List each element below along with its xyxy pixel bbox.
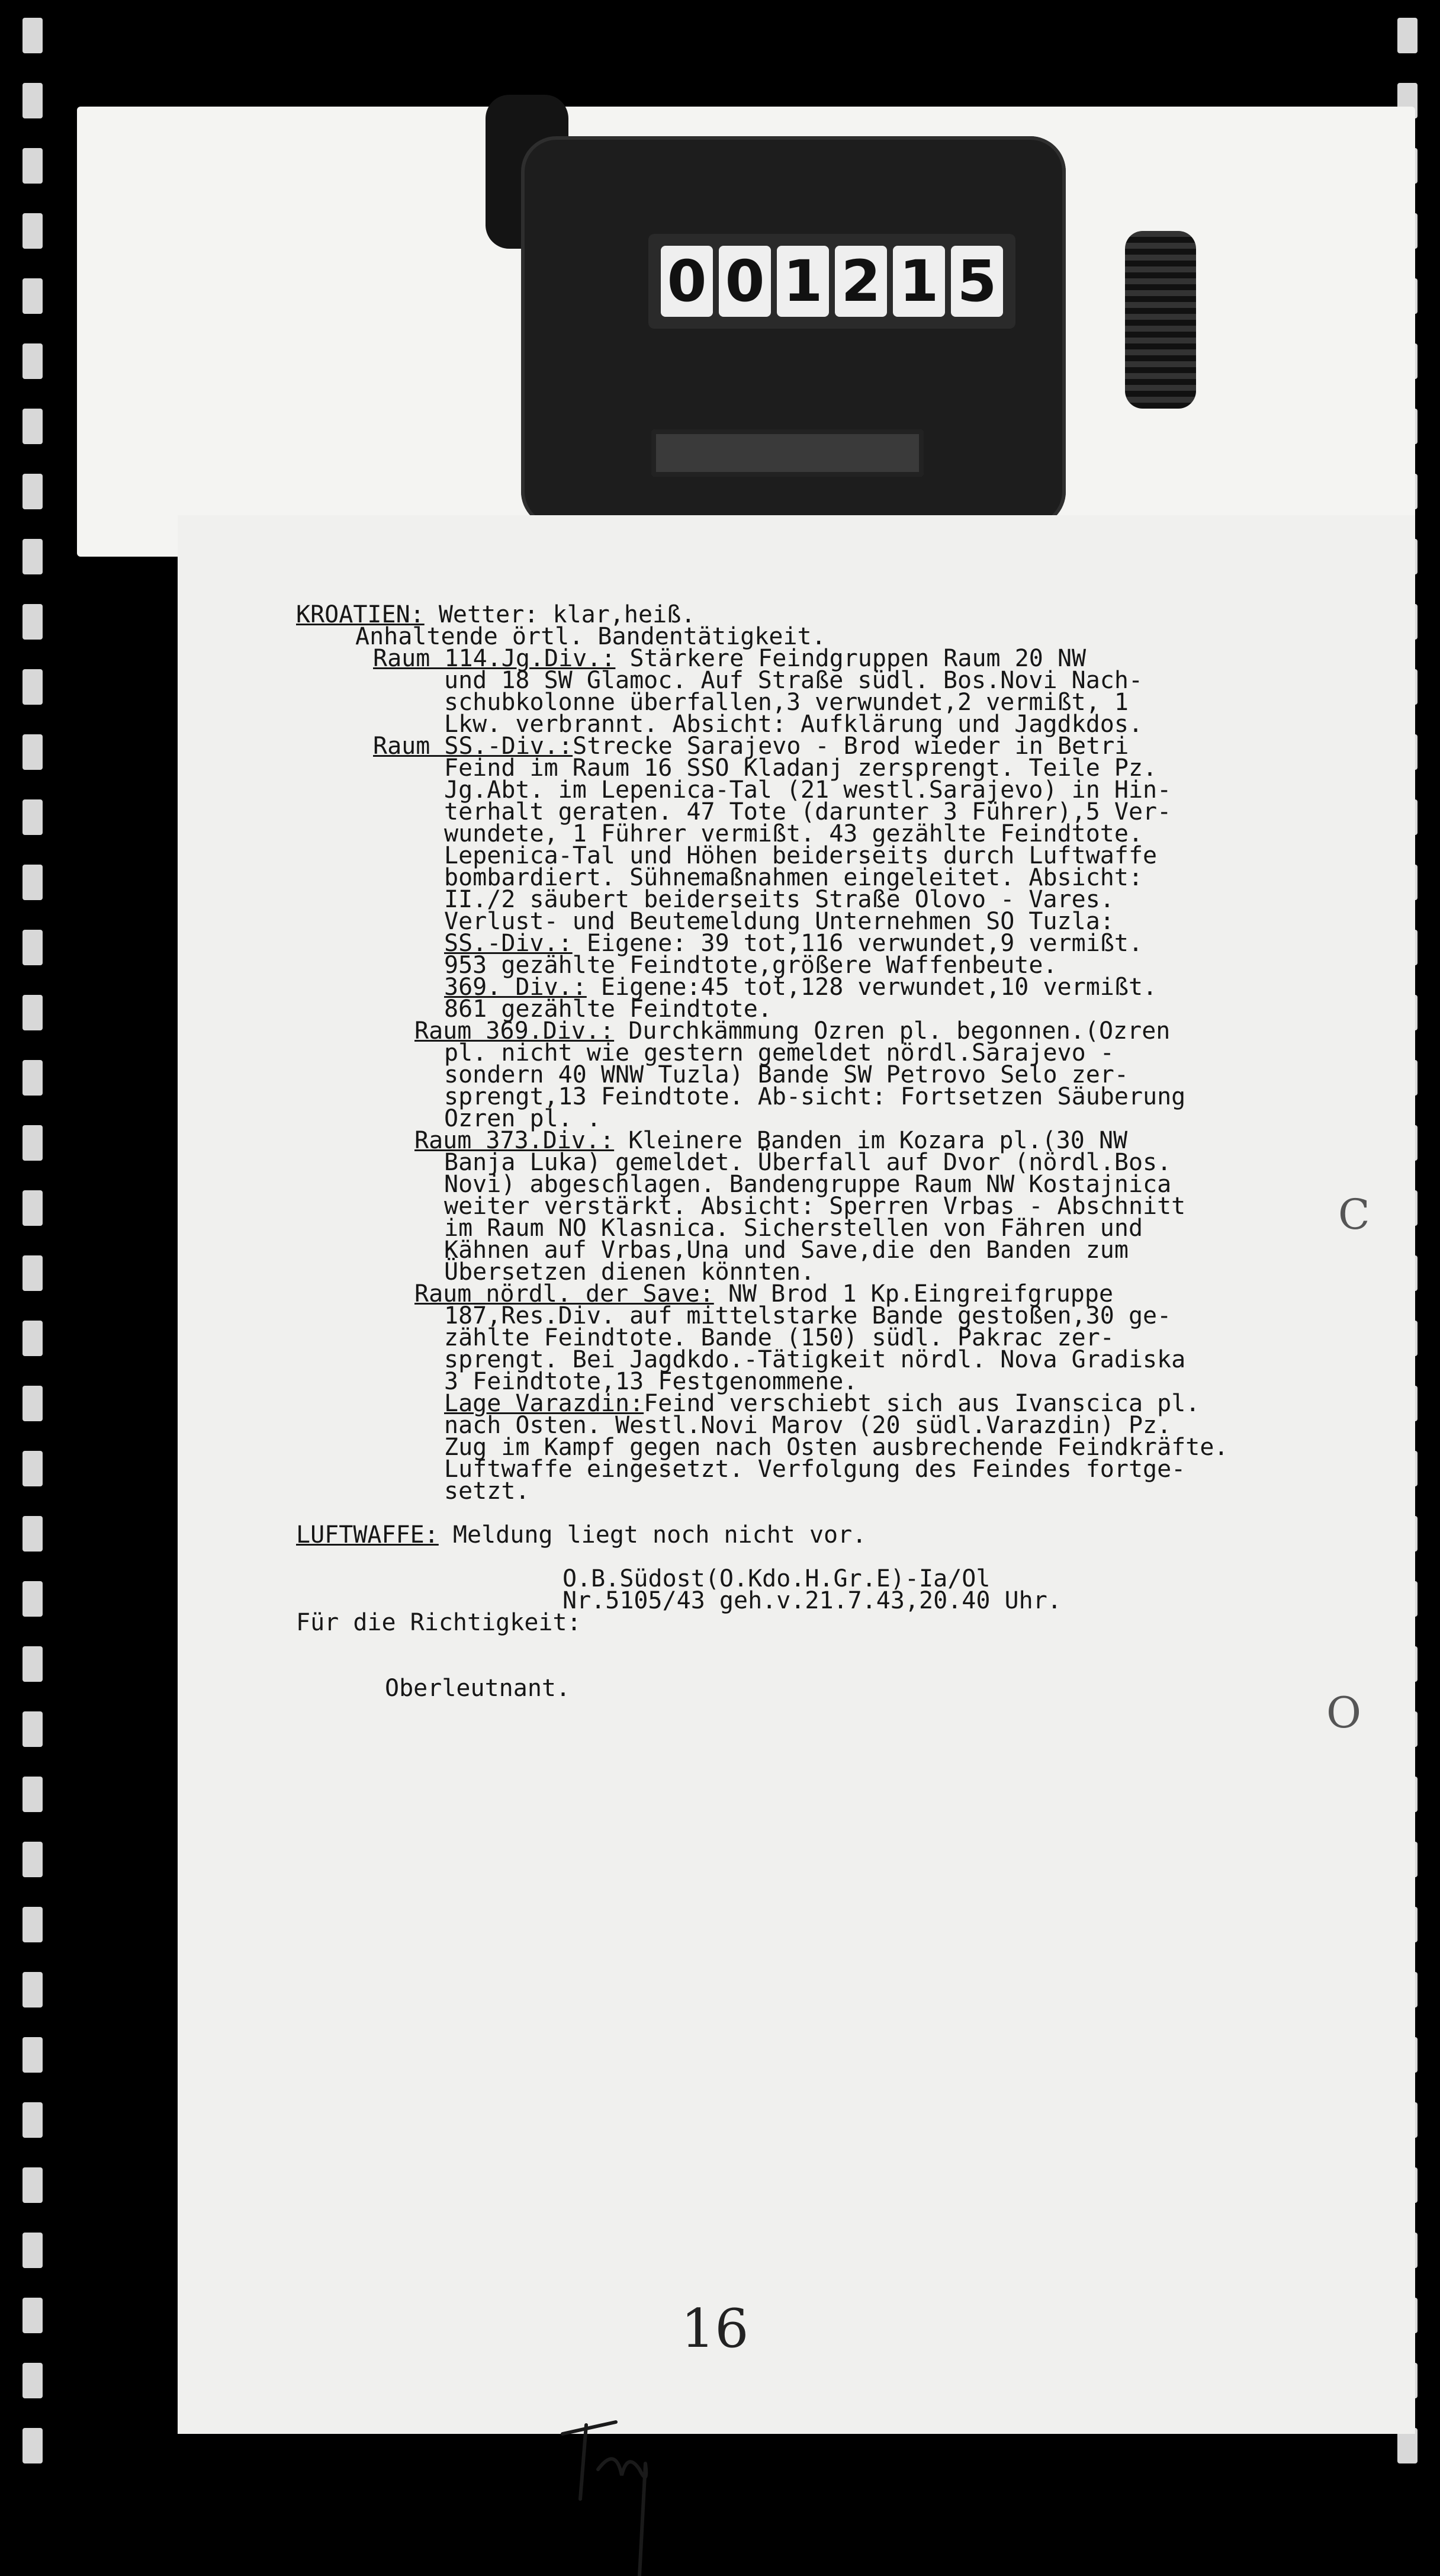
line-text: Ozren pl. .: [444, 1105, 601, 1132]
film-hole: [22, 213, 43, 249]
section-heading: Lage Varazdin:: [444, 1390, 644, 1417]
film-hole: [22, 1255, 43, 1291]
line-text: Eigene: 39 tot,116 verwundet,9 vermißt.: [572, 930, 1143, 957]
line-text: Für die Richtigkeit:: [296, 1609, 581, 1636]
counter-display: [648, 234, 1015, 329]
counter-digit: 0: [719, 246, 771, 317]
film-hole: [22, 474, 43, 509]
line-text: Anhaltende örtl. Bandentätigkeit.: [355, 623, 826, 650]
film-hole: [22, 148, 43, 184]
line-text: Verlust- und Beutemeldung Unternehmen SO Tuzla:: [444, 908, 1114, 935]
section-heading: Raum 369.Div.:: [414, 1017, 615, 1045]
film-hole: [22, 18, 43, 53]
line-text: pl. nicht wie gestern gemeldet nördl.Sarajevo -: [444, 1039, 1114, 1067]
line-text: Jg.Abt. im Lepenica-Tal (21 westl.Sarajevo) in Hin-: [444, 776, 1172, 804]
line-text: Novi) abgeschlagen. Bandengruppe Raum NW Kostajnica: [444, 1171, 1172, 1198]
film-hole: [22, 930, 43, 965]
film-hole: [22, 1321, 43, 1356]
line-text: zählte Feindtote. Bande (150) südl. Pakrac zer-: [444, 1324, 1114, 1351]
line-text: wundete, 1 Führer vermißt. 43 gezählte Feindtote.: [444, 820, 1143, 847]
line-text: Kleinere Banden im Kozara pl.(30 NW: [614, 1127, 1128, 1154]
line-text: Übersetzen dienen könnten.: [444, 1258, 815, 1286]
margin-mark-o: O: [1326, 1688, 1362, 1737]
film-hole: [22, 1777, 43, 1812]
film-hole: [22, 799, 43, 835]
film-edge-left: [12, 0, 53, 2501]
line-text: Feind verschiebt sich aus Ivanscica pl.: [644, 1390, 1200, 1417]
film-hole: [22, 1972, 43, 2008]
film-hole: [22, 1190, 43, 1226]
handwritten-signature: [545, 2398, 675, 2576]
counter-knob-icon: [1125, 231, 1196, 409]
line-text: Lepenica-Tal und Höhen beiderseits durch Luftwaffe: [444, 842, 1158, 869]
section-heading: SS.-Div.:: [444, 930, 573, 957]
line-text: Kähnen auf Vrbas,Una und Save,die den Banden zum: [444, 1236, 1129, 1264]
line-text: nach Osten. Westl.Novi Marov (20 südl.Varazdin) Pz.: [444, 1412, 1172, 1439]
film-hole: [22, 995, 43, 1030]
film-hole: [22, 2037, 43, 2073]
line-text: Eigene:45 tot,128 verwundet,10 vermißt.: [586, 974, 1158, 1001]
line-text: 187,Res.Div. auf mittelstarke Bande gestoßen,30 ge-: [444, 1302, 1172, 1329]
section-heading: KROATIEN:: [296, 601, 425, 628]
film-hole: [22, 1516, 43, 1552]
line-text: Meldung liegt noch nicht vor.: [438, 1521, 867, 1549]
film-hole: [22, 278, 43, 314]
film-hole: [22, 2233, 43, 2268]
text-line: [296, 1675, 1314, 1702]
line-text: 3 Feindtote,13 Festgenommene.: [444, 1368, 858, 1395]
line-text: 861 gezählte Feindtote.: [444, 995, 772, 1023]
film-hole: [22, 2298, 43, 2333]
line-text: und 18 SW Glamoc. Auf Straße südl. Bos.Novi Nach-: [444, 667, 1143, 694]
film-hole: [22, 1060, 43, 1096]
line-text: im Raum NO Klasnica. Sicherstellen von Fähren und: [444, 1215, 1143, 1242]
film-hole: [22, 2428, 43, 2463]
film-hole: [22, 1646, 43, 1682]
margin-mark-c: C: [1338, 1190, 1370, 1239]
line-text: Feind im Raum 16 SSO Kladanj zersprengt. Teile Pz.: [444, 754, 1158, 782]
film-hole: [22, 409, 43, 444]
line-text: O.B.Südost(O.Kdo.H.Gr.E)-Ia/Ol: [562, 1565, 991, 1592]
line-text: Lkw. verbrannt. Absicht: Aufklärung und Jagdkdos.: [444, 711, 1143, 738]
line-text: setzt.: [444, 1477, 530, 1505]
counter-slot: [651, 429, 924, 477]
counter-digit: 2: [835, 246, 887, 317]
text-line: [296, 1609, 1314, 1636]
line-text: Nr.5105/43 geh.v.21.7.43,20.40 Uhr.: [562, 1587, 1062, 1614]
line-text: II./2 säubert beiderseits Straße Olovo - Vares.: [444, 886, 1114, 913]
line-text: Stärkere Feindgruppen Raum 20 NW: [615, 645, 1087, 672]
line-text: Banja Luka) gemeldet. Überfall auf Dvor (nördl.Bos.: [444, 1149, 1172, 1176]
film-hole: [22, 1711, 43, 1747]
section-heading: Raum 373.Div.:: [414, 1127, 615, 1154]
film-hole: [22, 83, 43, 118]
line-text: weiter verstärkt. Absicht: Sperren Vrbas - Abschnitt: [444, 1193, 1186, 1220]
line-text: Durchkämmung Ozren pl. begonnen.(Ozren: [614, 1017, 1171, 1045]
counter-digit: 5: [951, 246, 1003, 317]
section-heading: Raum SS.-Div.:: [373, 733, 573, 760]
line-text: Strecke Sarajevo - Brod wieder in Betri: [573, 733, 1129, 760]
blank-line: [296, 1634, 1314, 1656]
line-text: sprengt,13 Feindtote. Ab-sicht: Fortsetzen Säuberung: [444, 1083, 1186, 1110]
film-hole: [1397, 18, 1418, 53]
film-hole: [22, 1842, 43, 1877]
line-text: Oberleutnant.: [385, 1675, 571, 1702]
film-hole: [22, 539, 43, 574]
film-hole: [22, 734, 43, 770]
film-hole: [22, 1386, 43, 1421]
film-hole: [22, 1451, 43, 1486]
handwritten-page-number: 16: [681, 2298, 749, 2360]
film-hole: [22, 1581, 43, 1617]
line-text: bombardiert. Sühnemaßnahmen eingeleitet. Absicht:: [444, 864, 1143, 891]
counter-digit: 0: [661, 246, 713, 317]
section-heading: Raum nördl. der Save:: [414, 1280, 714, 1308]
section-heading: 369. Div.:: [444, 974, 587, 1001]
document-body: [296, 601, 1314, 1702]
film-hole: [22, 865, 43, 900]
text-line: [296, 1521, 1314, 1549]
document-page: [178, 515, 1415, 2434]
line-text: NW Brod 1 Kp.Eingreifgruppe: [713, 1280, 1114, 1308]
film-hole: [22, 2167, 43, 2203]
line-text: Luftwaffe eingesetzt. Verfolgung des Feindes fortge-: [444, 1456, 1186, 1483]
line-text: 953 gezählte Feindtote,größere Waffenbeute.: [444, 952, 1058, 979]
film-hole: [22, 1125, 43, 1161]
film-hole: [22, 604, 43, 640]
text-line: [296, 1477, 1314, 1505]
line-text: Zug im Kampf gegen nach Osten ausbrechende Feindkräfte.: [444, 1434, 1229, 1461]
film-hole: [22, 2102, 43, 2138]
line-text: terhalt geraten. 47 Tote (darunter 3 Führer),5 Ver-: [444, 798, 1172, 826]
section-heading: Raum 114.Jg.Div.:: [373, 645, 616, 672]
line-text: sprengt. Bei Jagdkdo.-Tätigkeit nördl. Nova Gradiska: [444, 1346, 1186, 1373]
section-heading: LUFTWAFFE:: [296, 1521, 439, 1549]
line-text: Wetter: klar,heiß.: [424, 601, 696, 628]
film-hole: [22, 343, 43, 379]
film-hole: [22, 2363, 43, 2398]
film-hole: [22, 669, 43, 705]
film-hole: [22, 1907, 43, 1942]
line-text: schubkolonne überfallen,3 verwundet,2 vermißt, 1: [444, 689, 1129, 716]
line-text: sondern 40 WNW Tuzla) Bande SW Petrovo Selo zer-: [444, 1061, 1129, 1088]
counter-digit: 1: [893, 246, 945, 317]
counter-digit: 1: [777, 246, 829, 317]
